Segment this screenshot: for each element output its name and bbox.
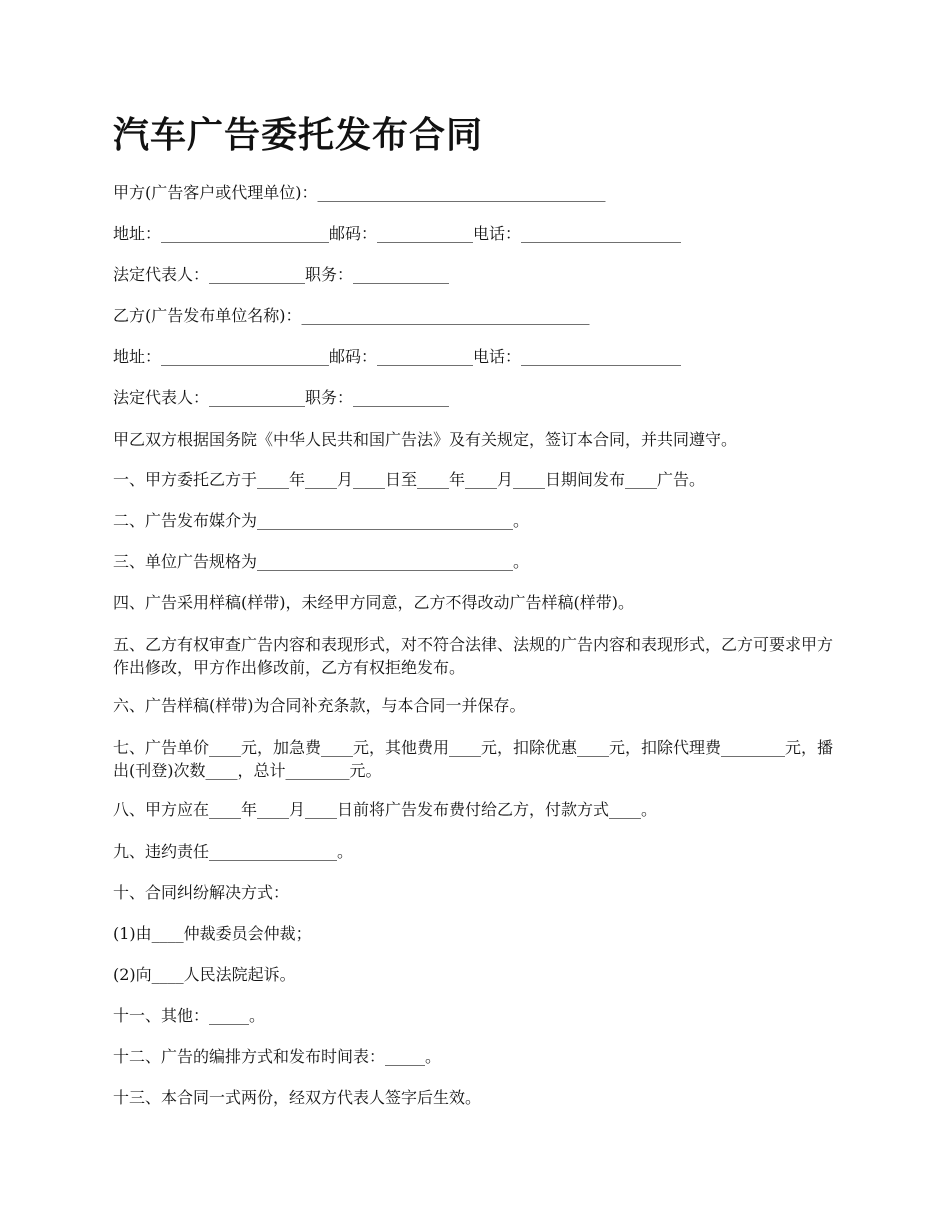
clause-10: 十、合同纠纷解决方式： xyxy=(113,883,290,902)
clause-10-item-2: (2)向____人民法院起诉。 xyxy=(113,965,296,984)
party-a-address-line: 地址：_____________________邮码：____________电话：____________________ xyxy=(113,224,682,243)
clause-9: 九、违约责任________________。 xyxy=(113,842,354,861)
clause-8: 八、甲方应在____年____月____日前将广告发布费付给乙方，付款方式____。 xyxy=(113,800,658,819)
clause-4: 四、广告采用样稿(样带)，未经甲方同意，乙方不得改动广告样稿(样带)。 xyxy=(113,593,634,612)
party-a-rep-line: 法定代表人：____________职务：____________ xyxy=(113,265,450,284)
party-a-name-line: 甲方(广告客户或代理单位)：____________________________________ xyxy=(113,183,606,202)
clause-13: 十三、本合同一式两份，经双方代表人签字后生效。 xyxy=(113,1088,482,1107)
party-b-name-line: 乙方(广告发布单位名称)：____________________________________ xyxy=(113,306,590,325)
preamble: 甲乙双方根据国务院《中华人民共和国广告法》及有关规定，签订本合同，并共同遵守。 xyxy=(113,430,738,449)
party-b-address-line: 地址：_____________________邮码：____________电话：____________________ xyxy=(113,347,682,366)
clause-6: 六、广告样稿(样带)为合同补充条款，与本合同一并保存。 xyxy=(113,696,526,715)
clause-10-item-1: (1)由____仲裁委员会仲裁； xyxy=(113,924,312,943)
party-b-rep-line: 法定代表人：____________职务：____________ xyxy=(113,388,450,407)
document-title: 汽车广告委托发布合同 xyxy=(113,115,484,156)
clause-2: 二、广告发布媒介为________________________________。 xyxy=(113,511,530,530)
clause-1: 一、甲方委托乙方于____年____月____日至____年____月____日期间发布____广告。 xyxy=(113,470,706,489)
clause-11: 十一、其他：_____。 xyxy=(113,1006,266,1025)
clause-12: 十二、广告的编排方式和发布时间表：_____。 xyxy=(113,1047,442,1066)
clause-5: 五、乙方有权审查广告内容和表现形式，对不符合法律、法规的广告内容和表现形式，乙方可要求甲方作出修改，甲方作出修改前，乙方有权拒绝发布。 xyxy=(113,635,834,677)
clause-3: 三、单位广告规格为________________________________。 xyxy=(113,552,530,571)
clause-7: 七、广告单价____元，加急费____元，其他费用____元，扣除优惠____元，扣除代理费________元，播出(刊登)次数____，总计________元。 xyxy=(113,738,834,780)
